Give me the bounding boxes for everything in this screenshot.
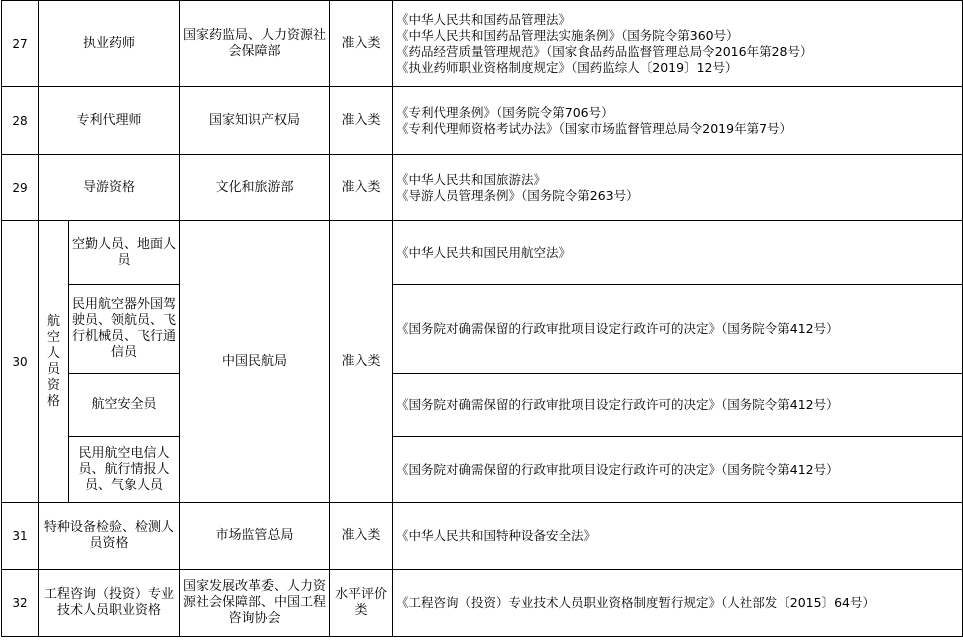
sub-qualification-name: 民用航空器外国驾驶员、领航员、飞行机械员、飞行通信员: [69, 285, 180, 374]
legal-basis: 《国务院对确需保留的行政审批项目设定行政许可的决定》（国务院令第412号）: [393, 285, 963, 374]
row-number: 28: [2, 87, 39, 155]
legal-basis: [393, 155, 963, 221]
legal-basis: [393, 503, 963, 570]
qualification-name: 工程咨询（投资）专业技术人员职业资格: [39, 570, 180, 637]
table-row: [2, 503, 963, 570]
sub-qualification-name: 民用航空电信人员、航行情报人员、气象人员: [69, 437, 180, 503]
qualification-name: 导游资格: [39, 155, 180, 221]
qualification-table: [1, 0, 963, 637]
legal-basis: 《中华人民共和国民用航空法》: [393, 221, 963, 285]
vertical-text: 航空人员资格: [46, 313, 60, 409]
department: 国家知识产权局: [180, 87, 330, 155]
qualification-type: 准入类: [330, 1, 393, 87]
department: 中国民航局: [180, 221, 330, 503]
basis-line: 《中华人民共和国旅游法》: [396, 171, 547, 187]
department: 市场监管总局: [180, 503, 330, 570]
sub-qualification-name: 空勤人员、地面人员: [69, 221, 180, 285]
table-row: [2, 155, 963, 221]
department: 国家发展改革委、人力资源社会保障部、中国工程咨询协会: [180, 570, 330, 637]
sub-qualification-name: 航空安全员: [69, 374, 180, 437]
row-number: 32: [2, 570, 39, 637]
department: 国家药监局、人力资源社会保障部: [180, 1, 330, 87]
basis-line: 《导游人员管理条例》（国务院令第263号）: [396, 187, 639, 203]
basis-line: 《专利代理条例》（国务院令第706号）: [396, 104, 614, 120]
basis-line: 《中华人民共和国药品管理法》: [396, 11, 572, 27]
qualification-name: 专利代理师: [39, 87, 180, 155]
legal-basis: 《国务院对确需保留的行政审批项目设定行政许可的决定》（国务院令第412号）: [393, 437, 963, 503]
qualification-type: 准入类: [330, 155, 393, 221]
legal-basis: [393, 87, 963, 155]
basis-line: 《中华人民共和国特种设备安全法》: [396, 528, 597, 543]
qualification-name: 执业药师: [39, 1, 180, 87]
qualification-name: 特种设备检验、检测人员资格: [39, 503, 180, 570]
qualification-type: 准入类: [330, 221, 393, 503]
table-row: [2, 221, 963, 285]
legal-basis: [393, 570, 963, 637]
table-row: [2, 437, 963, 503]
basis-line: 《药品经营质量管理规范》（国家食品药品监督管理总局令2016年第28号）: [396, 43, 813, 59]
row-number: 31: [2, 503, 39, 570]
row-number: 29: [2, 155, 39, 221]
table-row: [2, 374, 963, 437]
legal-basis: 《国务院对确需保留的行政审批项目设定行政许可的决定》（国务院令第412号）: [393, 374, 963, 437]
qualification-group-name: [39, 221, 69, 503]
qualification-type: 准入类: [330, 503, 393, 570]
basis-line: 《工程咨询（投资）专业技术人员职业资格制度暂行规定》（人社部发〔2015〕64号）: [396, 595, 875, 610]
row-number: 30: [2, 221, 39, 503]
table-row: [2, 570, 963, 637]
table-row: [2, 87, 963, 155]
qualification-type: 水平评价类: [330, 570, 393, 637]
basis-line: 《执业药师职业资格制度规定》（国药监综人〔2019〕12号）: [396, 59, 738, 75]
basis-line: 《专利代理师资格考试办法》（国家市场监督管理总局令2019年第7号）: [396, 120, 793, 136]
department: 文化和旅游部: [180, 155, 330, 221]
legal-basis: [393, 1, 963, 87]
qualification-type: 准入类: [330, 87, 393, 155]
table-row: [2, 1, 963, 87]
basis-line: 《中华人民共和国药品管理法实施条例》（国务院令第360号）: [396, 27, 739, 43]
row-number: 27: [2, 1, 39, 87]
table-row: [2, 285, 963, 374]
